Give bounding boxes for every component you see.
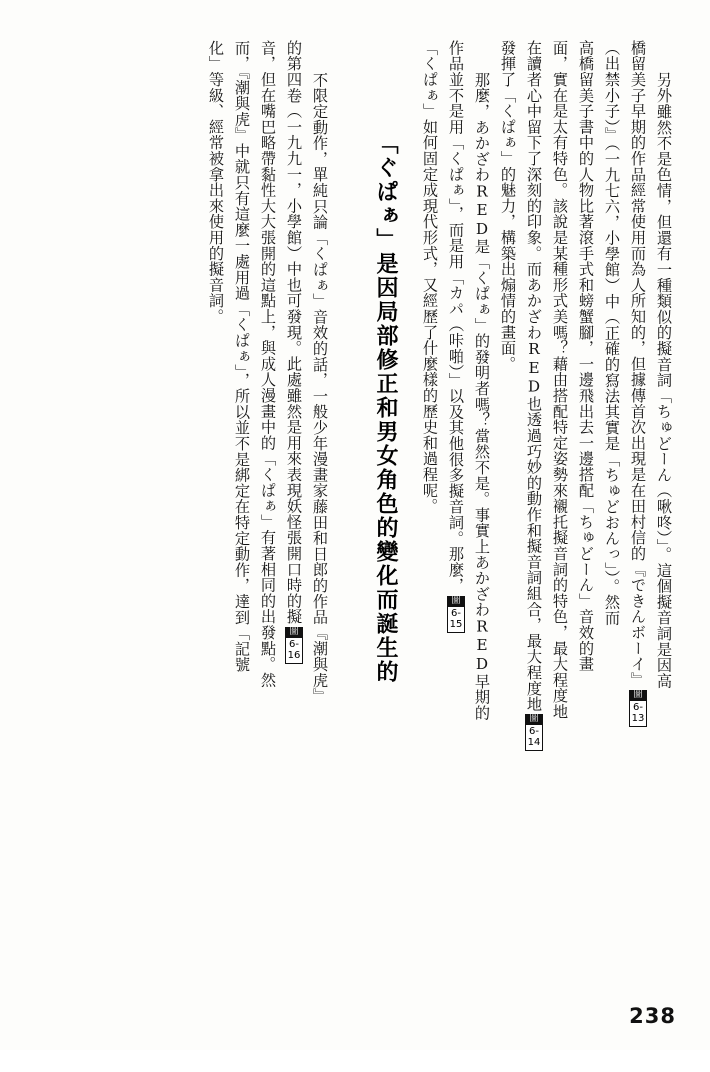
- column-text: 不限定動作，單純只論「くぱぁ」音效的話，一般少年漫畫家藤田和日郎的作品『潮與虎』: [311, 72, 329, 704]
- column-text: 的第四卷（一九九一，小學館）中也可發現。此處雖然是用來表現妖怪張開口時的擬: [285, 40, 303, 625]
- page-number: 238: [629, 1004, 676, 1028]
- figure-reference-6-15: 圖 6-15: [447, 596, 465, 633]
- column-text: 發揮了「くぱぁ」的魅力，構築出煽情的畫面。: [499, 40, 517, 372]
- column-text: 高橋留美子書中的人物比著滾手式和螃蟹腳，一邊飛出去一邊搭配「ちゅどーん」音效的畫: [577, 40, 595, 672]
- text-column: [254, 40, 280, 980]
- text-column: [280, 40, 306, 980]
- page-text-body: [34, 40, 676, 980]
- figure-reference-6-16: 圖 6-16: [285, 627, 303, 664]
- column-text: 作品並不是用「くぱぁ」，而是用「カパ（咔啪）」以及其他很多擬音詞。那麼，: [447, 40, 465, 594]
- section-heading: 「ぐぱぁ」是因局部修正和男女角色的變化而誕生的: [373, 132, 398, 684]
- column-text: 那麼，あかざわRED是「くぱぁ」的發明者嗎？當然不是。事實上あかざわRED早期的: [473, 72, 491, 721]
- text-column: [442, 40, 468, 980]
- text-column: [624, 40, 650, 980]
- column-text: 另外雖然不是色情，但還有一種類似的擬音詞「ちゅどーん（啾咚）」。這個擬音詞是因高: [655, 72, 673, 689]
- text-column: [494, 40, 520, 980]
- text-column: [520, 40, 546, 980]
- column-text: 橋留美子早期的作品經常使用而為人所知的，但據傳首次出現是在田村信的『できんボーイ』: [629, 40, 647, 688]
- text-column: [202, 40, 228, 980]
- column-text: 音，但在嘴巴略帶黏性大大張開的這點上，與成人漫畫中的「くぱぁ」有著相同的出發點。然: [259, 40, 277, 688]
- figure-reference-6-14: 圖 6-14: [525, 714, 543, 751]
- text-column: [468, 40, 494, 1012]
- text-column: [546, 40, 572, 980]
- column-text: （出禁小子）』（一九七六，小學館）中（正確的寫法其實是「ちゅどおんっ」）。然而: [603, 40, 621, 626]
- column-text: 在讀者心中留下了深刻的印象。而あかざわRED也透過巧妙的動作和擬音詞組合，最大程度地: [525, 40, 543, 712]
- column-text: 化」等級、經常被拿出來使用的擬音詞。: [207, 40, 225, 325]
- column-text: 「くぱぁ」如何固定成現代形式，又經歷了什麼樣的歷史和過程呢。: [421, 40, 439, 514]
- text-column: [416, 40, 442, 980]
- figure-reference-6-13: 圖 6-13: [629, 690, 647, 727]
- column-text: 而，『潮與虎』中就只有這麼一處用過「くぱぁ」，所以並不是綁定在特定動作，達到「記號: [233, 40, 251, 673]
- text-column: [228, 40, 254, 980]
- text-column: [598, 40, 624, 980]
- text-column: [650, 40, 676, 1012]
- text-column: [572, 40, 598, 980]
- text-column: [306, 40, 332, 1012]
- column-text: 面，實在是太有特色。該說是某種形式美嗎？藉由搭配特定姿勢來襯托擬音詞的特色，最大程度地: [551, 40, 569, 720]
